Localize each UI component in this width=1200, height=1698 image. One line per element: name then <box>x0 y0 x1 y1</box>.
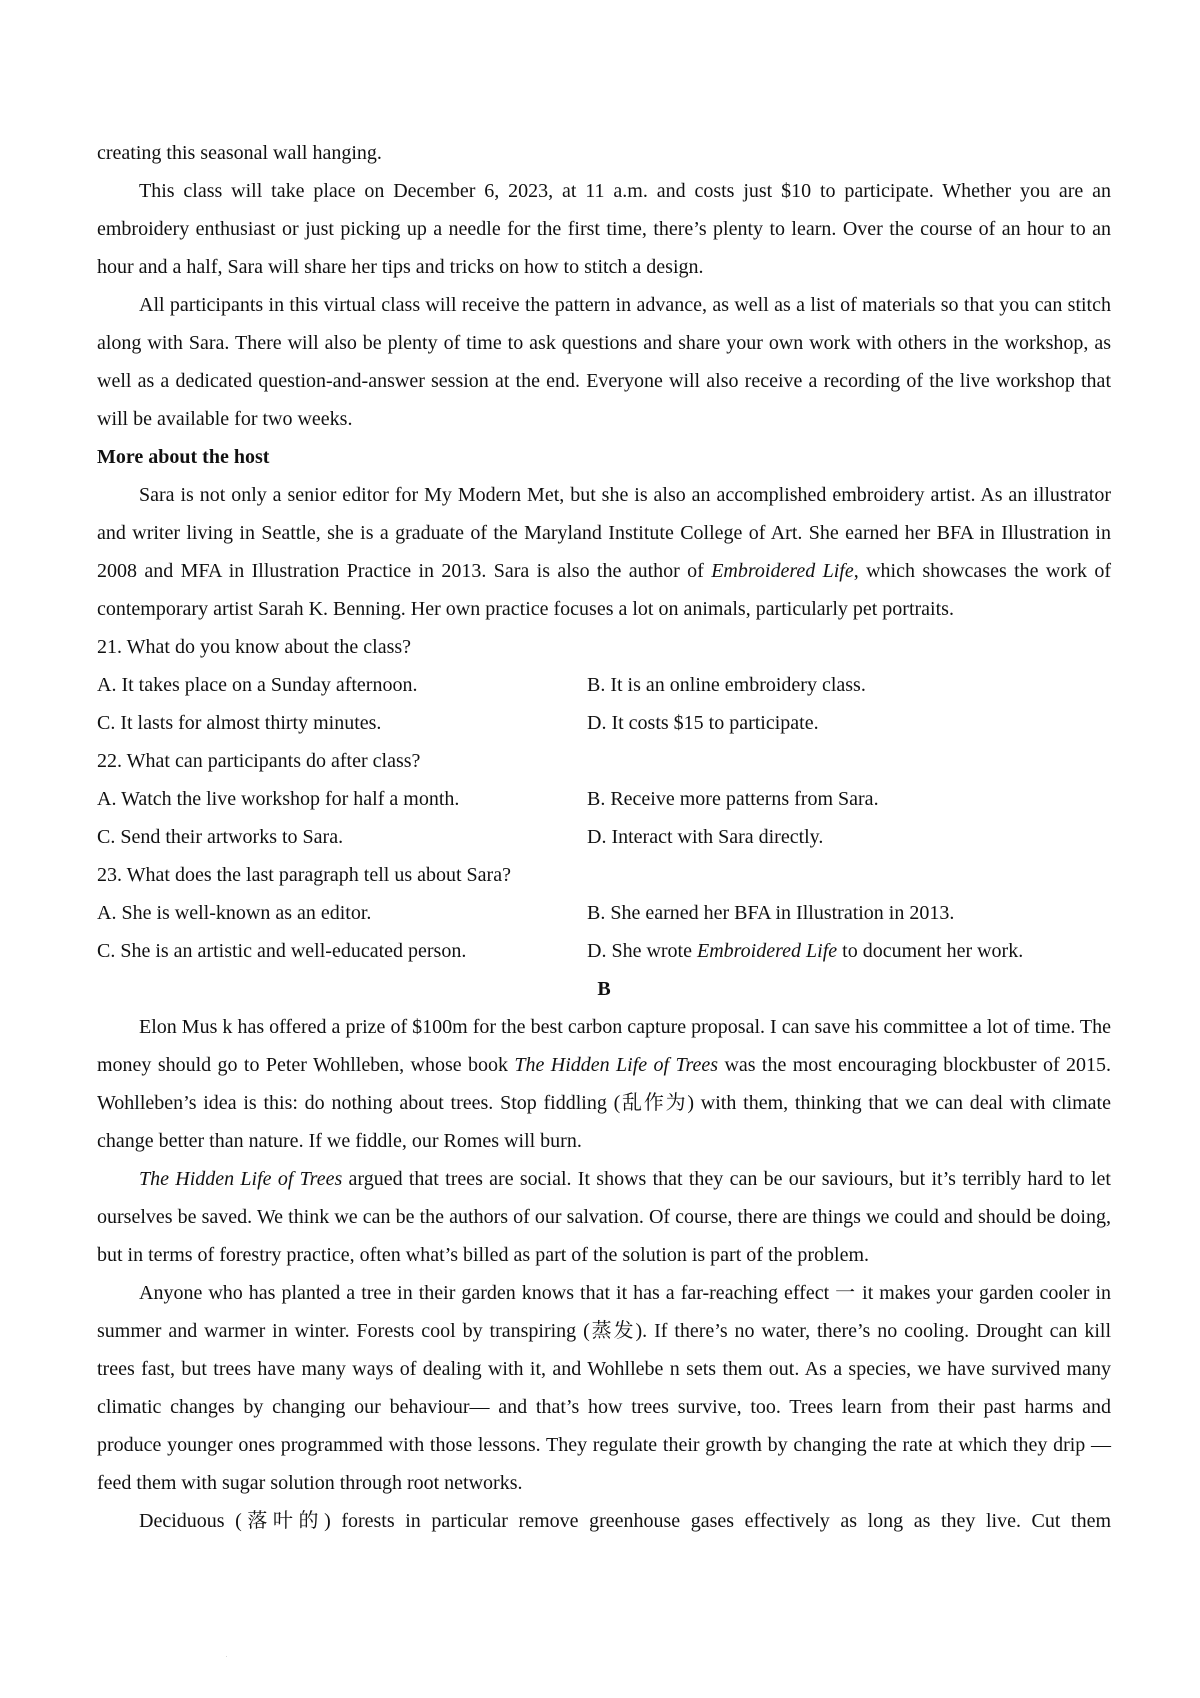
question-22-option-c: C. Send their artworks to Sara. <box>97 826 344 848</box>
document-page <box>97 134 1111 1540</box>
question-21-row-2 <box>97 704 1111 742</box>
page-artifact-dot <box>226 1656 227 1657</box>
paragraph-b-1 <box>97 1008 1111 1160</box>
paragraph-host <box>97 476 1111 628</box>
paragraph-continuation: creating this seasonal wall hanging. <box>97 142 382 164</box>
option-d-text-2: to document her work. <box>837 940 1024 962</box>
section-heading-host: More about the host <box>97 446 270 468</box>
paragraph-b-2 <box>97 1160 1111 1274</box>
book-title: Embroidered Life <box>711 560 854 582</box>
question-22-option-d: D. Interact with Sara directly. <box>587 826 824 848</box>
book-title: The Hidden Life of Trees <box>139 1168 343 1190</box>
question-21-option-c: C. It lasts for almost thirty minutes. <box>97 712 382 734</box>
question-22-option-b: B. Receive more patterns from Sara. <box>587 788 879 810</box>
question-21-option-d: D. It costs $15 to participate. <box>587 712 819 734</box>
paragraph-participants: All participants in this virtual class will receive the pattern in advance, as well as a list of materials so that you can stitch along with Sara. There will also be plenty of time to ask questions and share your own work with others in the workshop, as well as a dedicated question-and-answer session at the end. Everyone will also receive a recording of the live workshop that will be available for two weeks. <box>97 294 1111 430</box>
question-22-option-a: A. Watch the live workshop for half a month. <box>97 788 460 810</box>
paragraph-b-4: Deciduous (落叶的) forests in particular remove greenhouse gases effectively as long as they live. Cut them <box>139 1510 1111 1532</box>
question-22-row-2 <box>97 818 1111 856</box>
question-21-option-b: B. It is an online embroidery class. <box>587 674 866 696</box>
question-21-row-1 <box>97 666 1111 704</box>
question-23-option-c: C. She is an artistic and well-educated person. <box>97 940 467 962</box>
book-title: Embroidered Life <box>696 940 838 962</box>
question-22-stem: 22. What can participants do after class? <box>97 750 421 772</box>
question-22-row-1 <box>97 780 1111 818</box>
b1-text-2: was the most encouraging blockbuster of 2015. Wohlleben’s idea is this: do nothing about trees. Stop fiddling (乱作为) with them, thinking that we can deal with climate change better than nature. If we fiddle, our Romes will burn. <box>97 1054 1111 1152</box>
b1-text-1: Elon Mus k has offered a prize of $100m for the best carbon capture proposal. I can save his committee a lot of time. The money should go to Peter Wohlleben, whose book <box>97 1016 1111 1076</box>
question-23-row-2 <box>97 932 1111 970</box>
host-text-1: Sara is not only a senior editor for My Modern Met, but she is also an accomplished embroidery artist. As an illustrator and writer living in Seattle, she is a graduate of the Maryland Institute College of Art. She earned her BFA in Illustration in 2008 and MFA in Illustration Practice in 2013. Sara is also the author of <box>97 484 1111 582</box>
option-d-text-1: D. She wrote <box>587 940 697 962</box>
host-text-2: , which showcases the work of contemporary artist Sarah K. Benning. Her own practice focuses a lot on animals, particularly pet portraits. <box>97 560 1112 620</box>
book-title: The Hidden Life of Trees <box>514 1054 719 1076</box>
question-23-option-d <box>587 932 1111 970</box>
question-23-stem: 23. What does the last paragraph tell us about Sara? <box>97 864 511 886</box>
b2-text: argued that trees are social. It shows that they can be our saviours, but it’s terribly hard to let ourselves be saved. We think we can be the authors of our salvation. Of course, there are things we could and should be doing, but in terms of forestry practice, often what’s billed as part of the solution is part of the problem. <box>97 1168 1111 1266</box>
question-21-stem: 21. What do you know about the class? <box>97 636 412 658</box>
question-23-option-a: A. She is well-known as an editor. <box>97 902 372 924</box>
question-21-option-a: A. It takes place on a Sunday afternoon. <box>97 674 418 696</box>
question-23-option-b: B. She earned her BFA in Illustration in 2013. <box>587 902 955 924</box>
section-letter-b: B <box>597 978 611 1000</box>
question-23-row-1 <box>97 894 1111 932</box>
paragraph-b-3: Anyone who has planted a tree in their garden knows that it has a far-reaching effect 一 it makes your garden cooler in summer and warmer in winter. Forests cool by transpiring (蒸发). If there’s no water, there’s no cooling. Drought can kill trees fast, but trees have many ways of dealing with it, and Wohllebe n sets them out. As a species, we have survived many climatic changes by changing our behaviour— and that’s how trees survive, too. Trees learn from their past harms and produce younger ones programmed with those lessons. They regulate their growth by changing the rate at which they drip — feed them with sugar solution through root networks. <box>97 1282 1111 1494</box>
paragraph-class-details: This class will take place on December 6, 2023, at 11 a.m. and costs just $10 to participate. Whether you are an embroidery enthusiast or just picking up a needle for the first time, there’s plenty to learn. Over the course of an hour to an hour and a half, Sara will share her tips and tricks on how to stitch a design. <box>97 180 1111 278</box>
